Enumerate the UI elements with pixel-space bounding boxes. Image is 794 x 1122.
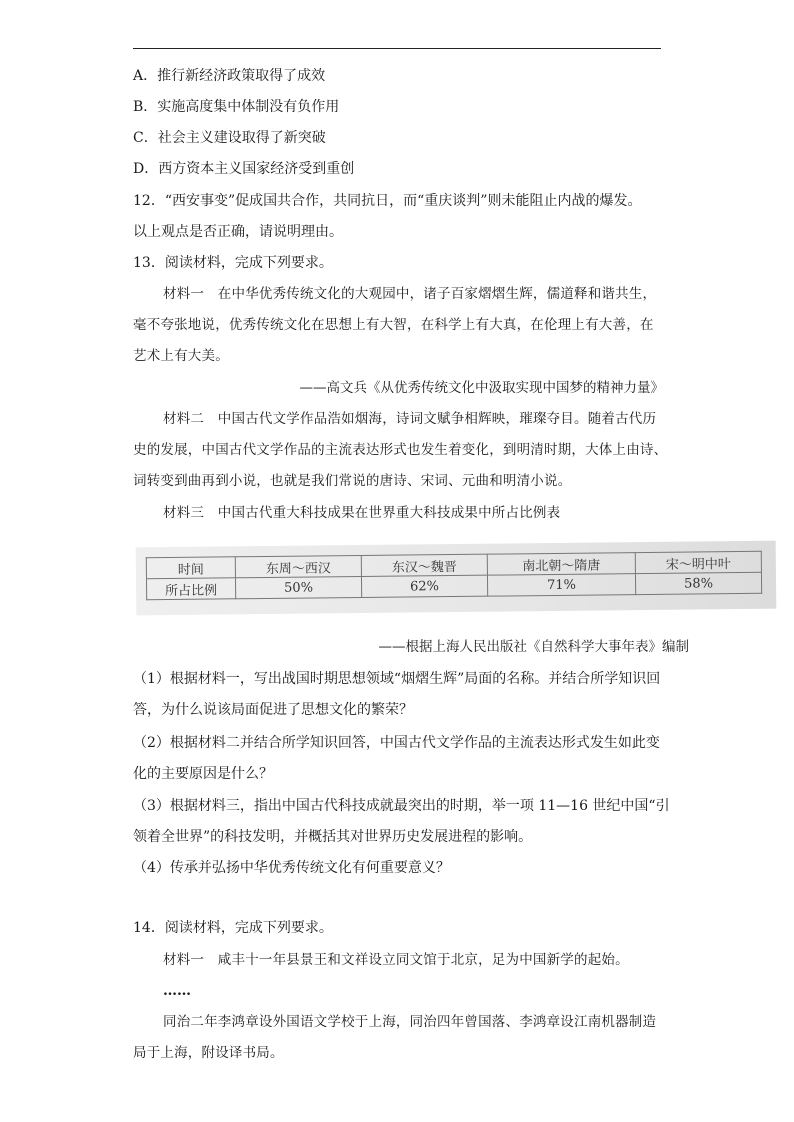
q13-question-line: （4）传承并弘扬中华优秀传统文化有何重要意义？: [133, 860, 450, 876]
q13-source3: ——根据上海人民出版社《自然科学大事年表》编制: [378, 639, 689, 655]
option-c: C．社会主义建设取得了新突破: [133, 130, 326, 146]
table-period: 南北朝～隋唐: [487, 553, 635, 576]
q13-question-line: （2）根据材料二并结合所学知识回答，中国古代文学作品的主流表达形式发生如此变: [133, 735, 660, 751]
q13-question-line: 领着全世界”的科技发明，并概括其对世界历史发展进程的影响。: [133, 829, 533, 845]
top-rule: [133, 48, 661, 49]
q13-stem: 13．阅读材料，完成下列要求。: [133, 255, 333, 271]
table-period: 东汉～魏晋: [361, 554, 487, 576]
table-period: 东周～西汉: [235, 555, 361, 577]
q14-ellipsis: ……: [163, 983, 191, 999]
table-ratio: 62%: [361, 575, 487, 597]
q13-question-line: 化的主要原因是什么？: [133, 766, 273, 782]
q13-material1-line-2: 毫不夸张地说，优秀传统文化在思想上有大智，在科学上有大真，在伦理上有大善，在: [133, 317, 654, 333]
q14-stem: 14．阅读材料，完成下列要求。: [133, 920, 333, 936]
table-ratio: 50%: [235, 576, 361, 598]
q12-line-2: 以上观点是否正确，请说明理由。: [133, 224, 343, 240]
q13-material1-line-1: 材料一 在中华优秀传统文化的大观园中，诸子百家熠熠生辉，儒道释和谐共生，: [163, 286, 657, 302]
q14-material1: 材料一 咸丰十一年县景王和文祥设立同文馆于北京，足为中国新学的起始。: [163, 952, 629, 968]
table-ratio-label: 所占比例: [146, 578, 235, 600]
q13-material3-caption: 材料三 中国古代重大科技成果在世界重大科技成果中所占比例表: [163, 505, 561, 521]
q14-continuation-line-2: 局于上海，附设译书局。: [133, 1045, 284, 1061]
ratio-table-photo: [136, 541, 777, 616]
q14-continuation-line-1: 同治二年李鸿章设外国语文学校于上海，同治四年曾国落、李鸿章设江南机器制造: [163, 1014, 657, 1030]
q13-source1: ——高文兵《从优秀传统文化中汲取实现中国梦的精神力量》: [299, 380, 664, 396]
q13-material2-line-1: 材料二 中国古代文学作品浩如烟海，诗词文赋争相辉映，璀璨夺目。随着古代历: [163, 411, 657, 427]
option-d: D．西方资本主义国家经济受到重创: [133, 161, 355, 177]
q13-material1-line-3: 艺术上有大美。: [133, 348, 229, 364]
table-ratio: 71%: [487, 574, 635, 597]
q12-line-1: 12．“西安事变”促成国共合作，共同抗日，而“重庆谈判”则未能阻止内战的爆发。: [133, 193, 642, 209]
option-a: A．推行新经济政策取得了成效: [133, 68, 326, 84]
q13-question-line: 答，为什么说该局面促进了思想文化的繁荣？: [133, 702, 413, 718]
table-ratio: 58%: [635, 572, 761, 594]
table-period: 宋～明中叶: [635, 551, 761, 573]
q13-material2-line-2: 史的发展，中国古代文学作品的主流表达形式也发生着变化，到明清时期，大体上由诗、: [133, 442, 668, 458]
option-b: B．实施高度集中体制没有负作用: [133, 99, 340, 115]
q13-material2-line-3: 词转变到曲再到小说，也就是我们常说的唐诗、宋词、元曲和明清小说。: [133, 473, 572, 489]
q13-question-line: （1）根据材料一，写出战国时期思想领域“烟熠生辉”局面的名称。并结合所学知识回: [133, 671, 661, 687]
table-time-label: 时间: [146, 557, 235, 579]
ratio-table: [146, 551, 762, 600]
q13-question-line: （3）根据材料三，指出中国古代科技成就最突出的时期，举一项 11—16 世纪中国“引: [133, 798, 670, 814]
